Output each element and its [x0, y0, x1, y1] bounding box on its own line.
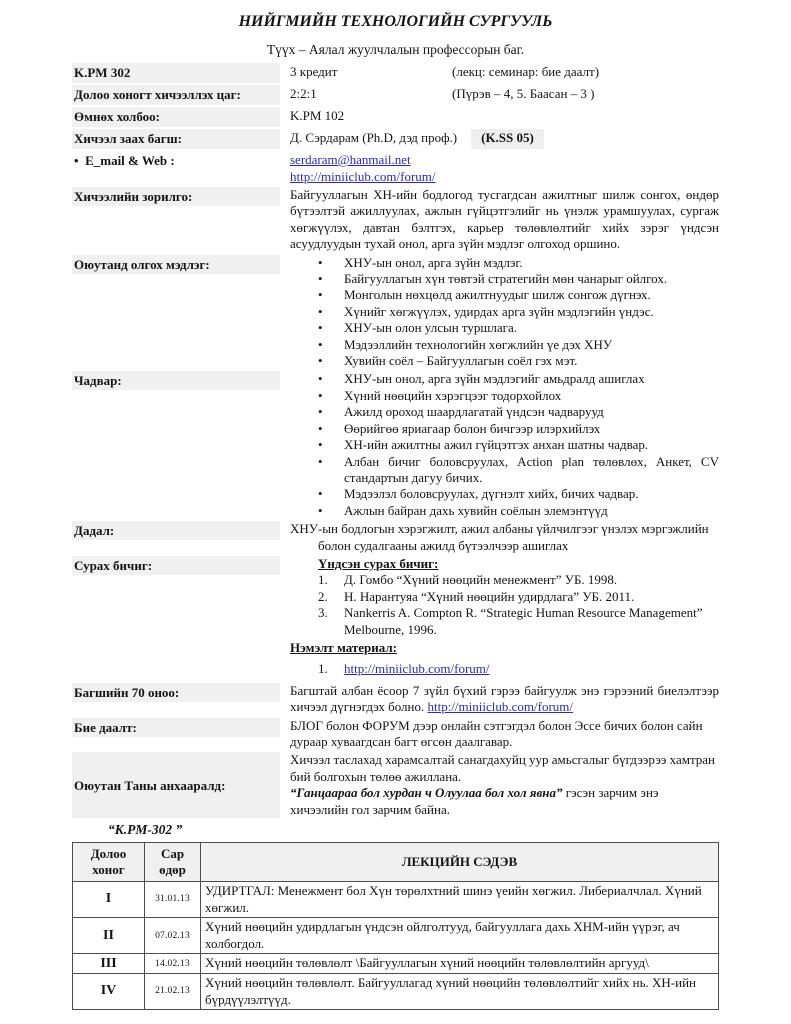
- textbooks-label: Сурах бичиг:: [72, 556, 280, 575]
- list-item: • Ажилд ороход шаардлагатай үндсэн чадварууд: [318, 404, 604, 420]
- self-work-text: БЛОГ болон ФОРУМ дээр онлайн сэтгэгдэл болон Эссе бичих болон сайн дураар хуваагдсан багт өгсөн даалгавар.: [290, 717, 703, 749]
- table-row: [73, 974, 719, 1010]
- row-habit: [72, 521, 719, 554]
- row-weekly-hours: [72, 85, 719, 105]
- item-number: 1.: [318, 661, 328, 677]
- book-item: 1. Д. Гомбо “Хүний нөөцийн менежмент” УБ. 1998.: [318, 572, 618, 588]
- bullet-icon: •: [318, 287, 323, 303]
- table-row: [73, 954, 719, 974]
- week-number: II: [73, 918, 145, 954]
- row-self-work: [72, 718, 719, 751]
- bullet-icon: •: [318, 271, 323, 287]
- week-number: III: [73, 954, 145, 974]
- row-course-code: [72, 63, 719, 83]
- attention-text: Хичээл таслахад харамсалтай санагдахуйц уур амьсгалыг бүгдээрээ хамтран бий болгохын төлөө ажиллана.: [290, 752, 716, 784]
- lecture-date: 14.02.13: [145, 954, 201, 974]
- row-prerequisite: [72, 107, 719, 127]
- list-item: • Хүний нөөцийн хэрэгцээг тодорхойлох: [318, 387, 562, 403]
- bullet-icon: •: [318, 420, 323, 436]
- header-topic: ЛЕКЦИЙН СЭДЭВ: [201, 843, 719, 882]
- bullet-icon: •: [318, 502, 323, 518]
- book-item: 2. Н. Нарантуяа “Хүний нөөцийн удирдлага” УБ. 2011.: [318, 588, 635, 604]
- list-item: • Хувийн соёл – Байгууллагын соёл гэх мэт.: [318, 353, 578, 369]
- self-work-label: Бие даалт:: [72, 718, 280, 737]
- bullet-icon: •: [318, 303, 323, 319]
- habit-text: ХНУ-ын бодлогын хэрэгжилт, ажил албаны үйлчилгээг үнэлэх мэргэжлийн болон судалгааны ажилд бүтээлчээр ашиглах: [290, 521, 709, 553]
- bullet-icon: •: [318, 353, 323, 369]
- teacher-value: Д. Сэрдарам (Ph.D, дэд проф.): [290, 130, 458, 145]
- list-item: • Мэдээллийн технологийн хөгжлийн үе дэх ХНУ: [318, 336, 613, 352]
- knowledge-list: [290, 255, 719, 370]
- list-item: • Хүнийг хөгжүүлэх, удирдах арга зүйн мэдлэгийн үндэс.: [318, 303, 654, 319]
- list-item: • Монголын нөхцөлд ажилтнуудыг шилж сонгож дүгнэх.: [318, 287, 651, 303]
- list-item: • ХНУ-ын онол, арга зүйн мэдлэгийг амьдралд ашиглах: [318, 371, 645, 387]
- prerequisite-value: K.PM 102: [290, 108, 345, 123]
- lecture-topic: Хүний нөөцийн төлөвлөлт. Байгууллагад хүний нөөцийн төлөвлөлтийг хийх нь. ХН-ийн бүрдүүлэлтүүд.: [201, 974, 719, 1010]
- forum-link[interactable]: http://miniiclub.com/forum/: [290, 169, 436, 184]
- forum-link[interactable]: http://miniiclub.com/forum/: [427, 699, 573, 715]
- attention-quote-line: “Ганцаараа бол хурдан ч Олуулаа бол хол явна” гэсэн зарчим энэ хичээлийн гол зарчим байна.: [290, 785, 659, 817]
- course-code-label: K.PM 302: [72, 63, 280, 83]
- weekly-hours-note: (Пүрэв – 4, 5. Баасан – 3 ): [452, 86, 595, 101]
- list-item: • Ажлын байран дахь хувийн соёлын элемэнтүүд: [318, 502, 608, 518]
- lecture-date: 31.01.13: [145, 882, 201, 918]
- extra-material-heading: Нэмэлт материал:: [290, 639, 397, 655]
- skills-list: [290, 371, 719, 519]
- extra-material-item: [290, 661, 719, 677]
- bullet-icon: •: [74, 153, 79, 168]
- skills-label: Чадвар:: [72, 371, 280, 390]
- page-title: НИЙГМИЙН ТЕХНОЛОГИЙН СУРГУУЛЬ: [238, 13, 553, 30]
- bullet-icon: •: [318, 453, 323, 469]
- row-textbooks: [72, 556, 719, 681]
- page-subtitle: Түүх – Аялал жуулчлалын профессорын баг.: [266, 42, 525, 57]
- item-number: 1.: [318, 572, 328, 588]
- row-knowledge: [72, 255, 719, 370]
- book-item: 3. Nankerris A. Compton R. “Strategic Human Resource Management” Melbourne, 1996.: [318, 605, 703, 637]
- table-row: [73, 918, 719, 954]
- teacher-score-text: Багштай албан ёсоор 7 зүйл бүхий гэрээ байгуулж энэ гэрээний биелэлтээр хичээл дүгнэгдэх болно. http://miniiclub.com/forum/: [290, 682, 719, 715]
- bullet-icon: •: [318, 387, 323, 403]
- objective-text: Байгууллагын ХН-ийн бодлогод тусгагдсан ажилтныг шилж сонгох, өндөр бүтээлтэй ажиллуулах, ажлын гүйцэтгэлийг нь үнэлж урамшуулах, сургаж хөгжүүлэх, давтан бэлтгэх, карьер төлөвлөлтийг хийх зэрэг үндсэн асуудлуудын тухай онол, арга зүйн мэдлэг олгоход оршино.: [290, 187, 719, 252]
- teacher-label: Хичээл заах багш:: [72, 129, 280, 149]
- bullet-icon: •: [318, 437, 323, 453]
- schedule-caption: “K.PM-302 ”: [108, 822, 183, 838]
- weekly-hours-value: 2:2:1: [290, 86, 317, 101]
- forum-link[interactable]: http://miniiclub.com/forum/: [344, 661, 490, 677]
- bullet-icon: •: [318, 371, 323, 387]
- credits-value: 3 кредит: [290, 64, 338, 79]
- list-item: • ХН-ийн ажилтны ажил гүйцэтгэх анхан шатны чадвар.: [318, 437, 649, 453]
- row-attention: [72, 752, 719, 818]
- list-item: • Байгууллагын хүн төвтэй стратегийн мөн чанарыг ойлгох.: [318, 271, 668, 287]
- row-teacher-score: [72, 683, 719, 716]
- header-date: Сар өдөр: [145, 843, 201, 882]
- lecture-topic: УДИРТГАЛ: Менежмент бол Хүн төрөлхтний шинэ үеийн хөгжил. Либериалчлал. Хүний хөгжил.: [201, 882, 719, 918]
- lecture-date: 21.02.13: [145, 974, 201, 1010]
- table-header-row: [73, 843, 719, 882]
- week-number: I: [73, 882, 145, 918]
- main-books-heading: Үндсэн сурах бичиг:: [318, 555, 439, 571]
- week-number: IV: [73, 974, 145, 1010]
- room-badge: (K.SS 05): [471, 129, 544, 149]
- bullet-icon: •: [318, 486, 323, 502]
- header-week: Долоо хоног: [73, 843, 145, 882]
- prerequisite-label: Өмнөх холбоо:: [72, 107, 280, 127]
- bullet-icon: •: [318, 404, 323, 420]
- lecture-topic: Хүний нөөцийн удирдлагын үндсэн ойлголтууд, байгууллага дахь ХНМ-ийн үүрэг, ач холбогдол.: [201, 918, 719, 954]
- email-link[interactable]: serdaram@hanmail.net: [290, 152, 411, 167]
- bullet-icon: •: [318, 336, 323, 352]
- item-number: 3.: [318, 605, 328, 621]
- habit-label: Дадал:: [72, 521, 280, 540]
- credits-note: (лекц: семинар: бие даалт): [452, 64, 600, 79]
- attention-label: Оюутан Таны анхааралд:: [72, 752, 280, 818]
- row-objective: [72, 187, 719, 253]
- email-web-label: • E_mail & Web :: [74, 153, 175, 168]
- lecture-topic: Хүний нөөцийн төлөвлөлт \Байгууллагын хүний нөөцийн төлөвлөлтийн аргууд\: [201, 954, 719, 974]
- row-teacher: [72, 129, 719, 149]
- list-item: • ХНУ-ын онол, арга зүйн мэдлэг.: [318, 254, 523, 270]
- table-row: [73, 882, 719, 918]
- teacher-score-label: Багшийн 70 оноо:: [72, 683, 280, 702]
- lecture-date: 07.02.13: [145, 918, 201, 954]
- item-number: 2.: [318, 588, 328, 604]
- list-item: • Өөрийгөө яриагаар болон бичгээр илэрхийлэх: [318, 420, 601, 436]
- list-item: • Албан бичиг боловсруулах, Action plan төлөвлөх, Анкет, CV стандартын дагуу бичих.: [318, 453, 719, 485]
- bullet-icon: •: [318, 320, 323, 336]
- attention-quote: “Ганцаараа бол хурдан ч Олуулаа бол хол явна”: [290, 785, 563, 801]
- list-item: • Мэдээлэл боловсруулах, дүгнэлт хийх, бичих чадвар.: [318, 486, 639, 502]
- attention-content: [290, 752, 719, 818]
- textbooks-content: [290, 556, 719, 681]
- row-email-web: [72, 151, 719, 185]
- bullet-icon: •: [318, 254, 323, 270]
- lecture-schedule-table: [72, 842, 719, 1010]
- list-item: • ХНУ-ын олон улсын туршлага.: [318, 320, 518, 336]
- weekly-hours-label: Долоо хоногт хичээллэх цаг:: [72, 85, 280, 105]
- row-skills: [72, 371, 719, 519]
- knowledge-label: Оюутанд олгох мэдлэг:: [72, 255, 280, 274]
- objective-label: Хичээлийн зорилго:: [72, 187, 280, 206]
